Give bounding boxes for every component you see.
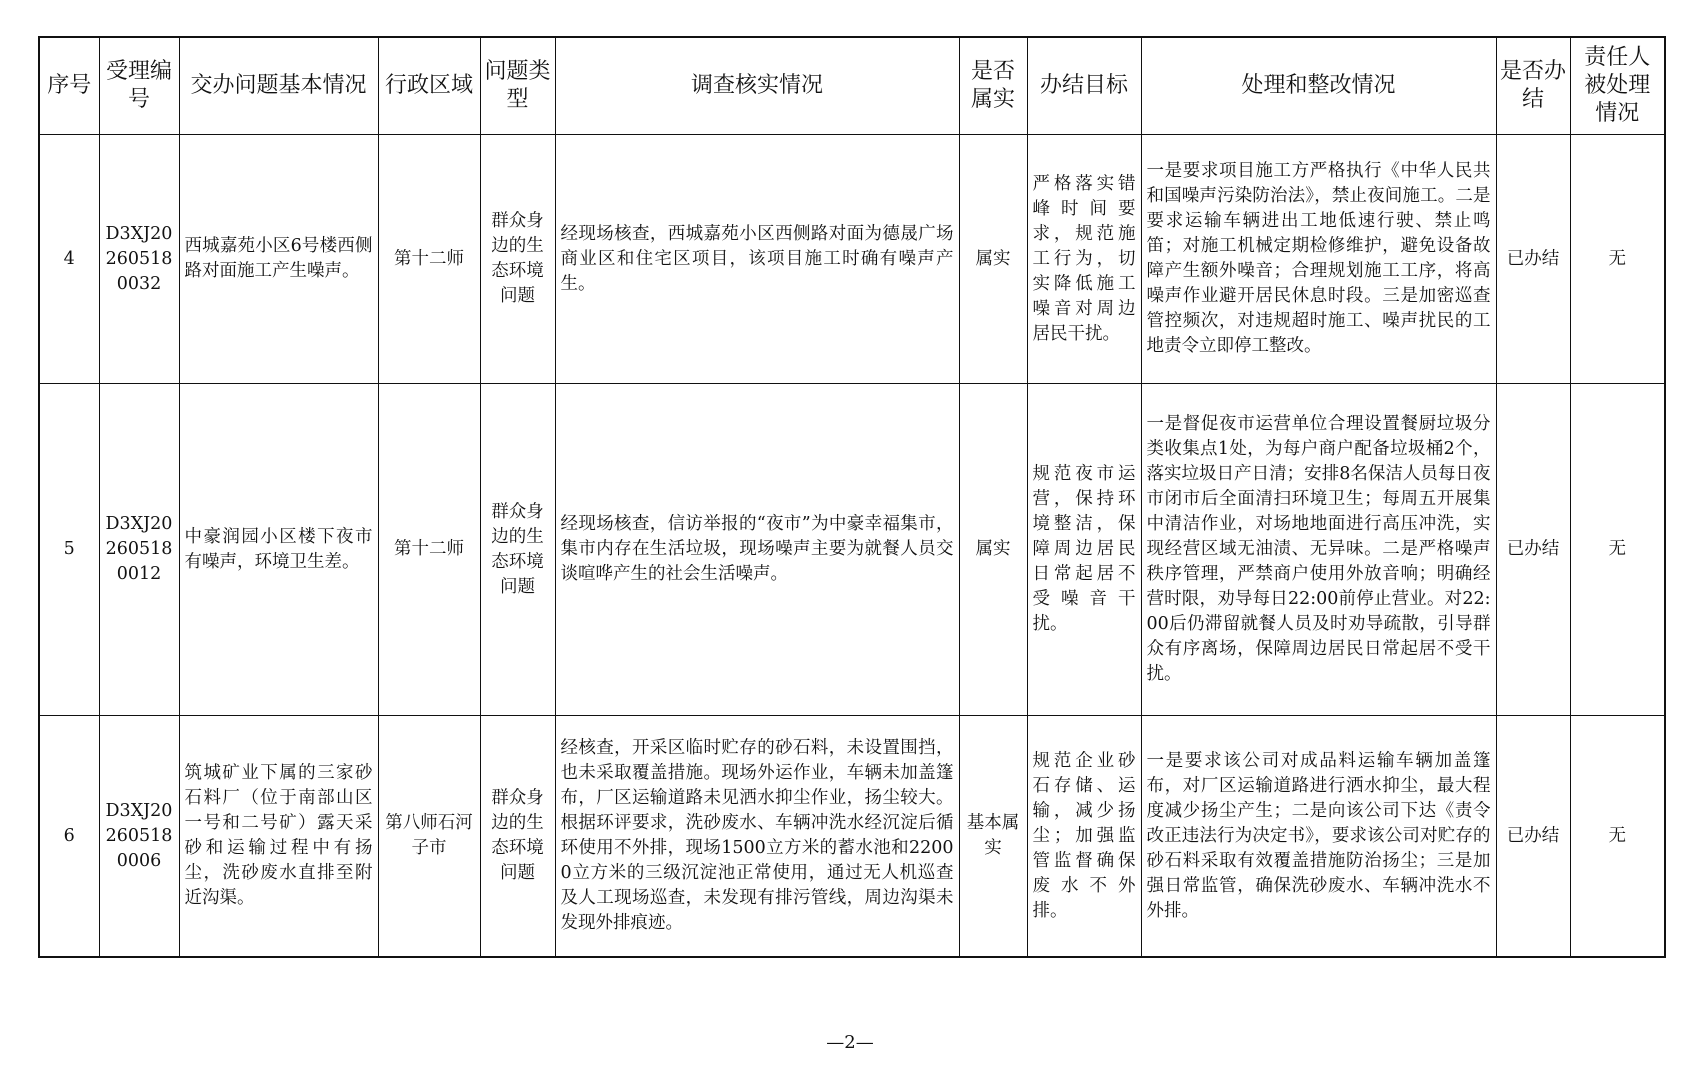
cell-verified: 属实 [959, 135, 1027, 384]
cell-description: 西城嘉苑小区6号楼西侧路对面施工产生噪声。 [179, 135, 378, 384]
page-number: —2— [826, 1032, 874, 1053]
header-case-no: 受理编号 [99, 37, 179, 135]
cell-completed: 已办结 [1496, 135, 1570, 384]
cell-region: 第八师石河子市 [378, 716, 480, 958]
table-header-row [39, 37, 1665, 135]
cell-accountability: 无 [1570, 384, 1665, 716]
cell-issue-type: 群众身边的生态环境问题 [480, 135, 555, 384]
header-seq: 序号 [39, 37, 99, 135]
cell-seq: 5 [39, 384, 99, 716]
cell-issue-type: 群众身边的生态环境问题 [480, 716, 555, 958]
cell-handling: 一是要求项目施工方严格执行《中华人民共和国噪声污染防治法》，禁止夜间施工。二是要求运输车辆进出工地低速行驶、禁止鸣笛；对施工机械定期检修维护，避免设备故障产生额外噪音；合理规划施工工序，将高噪声作业避开居民休息时段。三是加密巡查管控频次，对违规超时施工、噪声扰民的工地责令立即停工整改。 [1141, 135, 1496, 384]
cell-issue-type: 群众身边的生态环境问题 [480, 384, 555, 716]
cell-region: 第十二师 [378, 135, 480, 384]
table-row [39, 384, 1665, 716]
header-description: 交办问题基本情况 [179, 37, 378, 135]
table-row [39, 716, 1665, 958]
header-target: 办结目标 [1027, 37, 1141, 135]
complaint-handling-table [38, 36, 1666, 958]
header-verified: 是否属实 [959, 37, 1027, 135]
cell-description: 筑城矿业下属的三家砂石料厂（位于南部山区一号和二号矿）露天采砂和运输过程中有扬尘，洗砂废水直排至附近沟渠。 [179, 716, 378, 958]
header-investigation: 调查核实情况 [555, 37, 959, 135]
cell-accountability: 无 [1570, 135, 1665, 384]
cell-completed: 已办结 [1496, 384, 1570, 716]
cell-completed: 已办结 [1496, 716, 1570, 958]
cell-verified: 属实 [959, 384, 1027, 716]
cell-case-no: D3XJ202605180032 [99, 135, 179, 384]
header-handling: 处理和整改情况 [1141, 37, 1496, 135]
table-row [39, 135, 1665, 384]
cell-investigation: 经现场核查，西城嘉苑小区西侧路对面为德晟广场商业区和住宅区项目，该项目施工时确有噪声产生。 [555, 135, 959, 384]
cell-accountability: 无 [1570, 716, 1665, 958]
cell-handling: 一是要求该公司对成品料运输车辆加盖篷布，对厂区运输道路进行洒水抑尘，最大程度减少扬尘产生；二是向该公司下达《责令改正违法行为决定书》，要求该公司对贮存的砂石料采取有效覆盖措施防治扬尘；三是加强日常监管，确保洗砂废水、车辆冲洗水不外排。 [1141, 716, 1496, 958]
cell-case-no: D3XJ202605180006 [99, 716, 179, 958]
cell-region: 第十二师 [378, 384, 480, 716]
cell-description: 中豪润园小区楼下夜市有噪声，环境卫生差。 [179, 384, 378, 716]
cell-seq: 6 [39, 716, 99, 958]
cell-target: 规范企业砂石存储、运输，减少扬尘；加强监管监督确保废水不外排。 [1027, 716, 1141, 958]
header-accountability: 责任人被处理情况 [1570, 37, 1665, 135]
header-issue-type: 问题类型 [480, 37, 555, 135]
cell-target: 严格落实错峰时间要求，规范施工行为，切实降低施工噪音对周边居民干扰。 [1027, 135, 1141, 384]
header-region: 行政区域 [378, 37, 480, 135]
cell-verified: 基本属实 [959, 716, 1027, 958]
cell-seq: 4 [39, 135, 99, 384]
cell-target: 规范夜市运营，保持环境整洁，保障周边居民日常起居不受噪音干扰。 [1027, 384, 1141, 716]
cell-handling: 一是督促夜市运营单位合理设置餐厨垃圾分类收集点1处，为每户商户配备垃圾桶2个，落实垃圾日产日清；安排8名保洁人员每日夜市闭市后全面清扫环境卫生；每周五开展集中清洁作业，对场地地面进行高压冲洗，实现经营区域无油渍、无异味。二是严格噪声秩序管理，严禁商户使用外放音响；明确经营时限，劝导每日22:00前停止营业。对22:00后仍滞留就餐人员及时劝导疏散，引导群众有序离场，保障周边居民日常起居不受干扰。 [1141, 384, 1496, 716]
cell-investigation: 经现场核查，信访举报的“夜市”为中豪幸福集市，集市内存在生活垃圾，现场噪声主要为就餐人员交谈喧哗产生的社会生活噪声。 [555, 384, 959, 716]
header-completed: 是否办结 [1496, 37, 1570, 135]
cell-investigation: 经核查，开采区临时贮存的砂石料，未设置围挡，也未采取覆盖措施。现场外运作业，车辆未加盖篷布，厂区运输道路未见洒水抑尘作业，扬尘较大。根据环评要求，洗砂废水、车辆冲洗水经沉淀后循环使用不外排，现场1500立方米的蓄水池和22000立方米的三级沉淀池正常使用，通过无人机巡查及人工现场巡查，未发现有排污管线，周边沟渠未发现外排痕迹。 [555, 716, 959, 958]
cell-case-no: D3XJ202605180012 [99, 384, 179, 716]
complaint-table-container [38, 36, 1664, 958]
